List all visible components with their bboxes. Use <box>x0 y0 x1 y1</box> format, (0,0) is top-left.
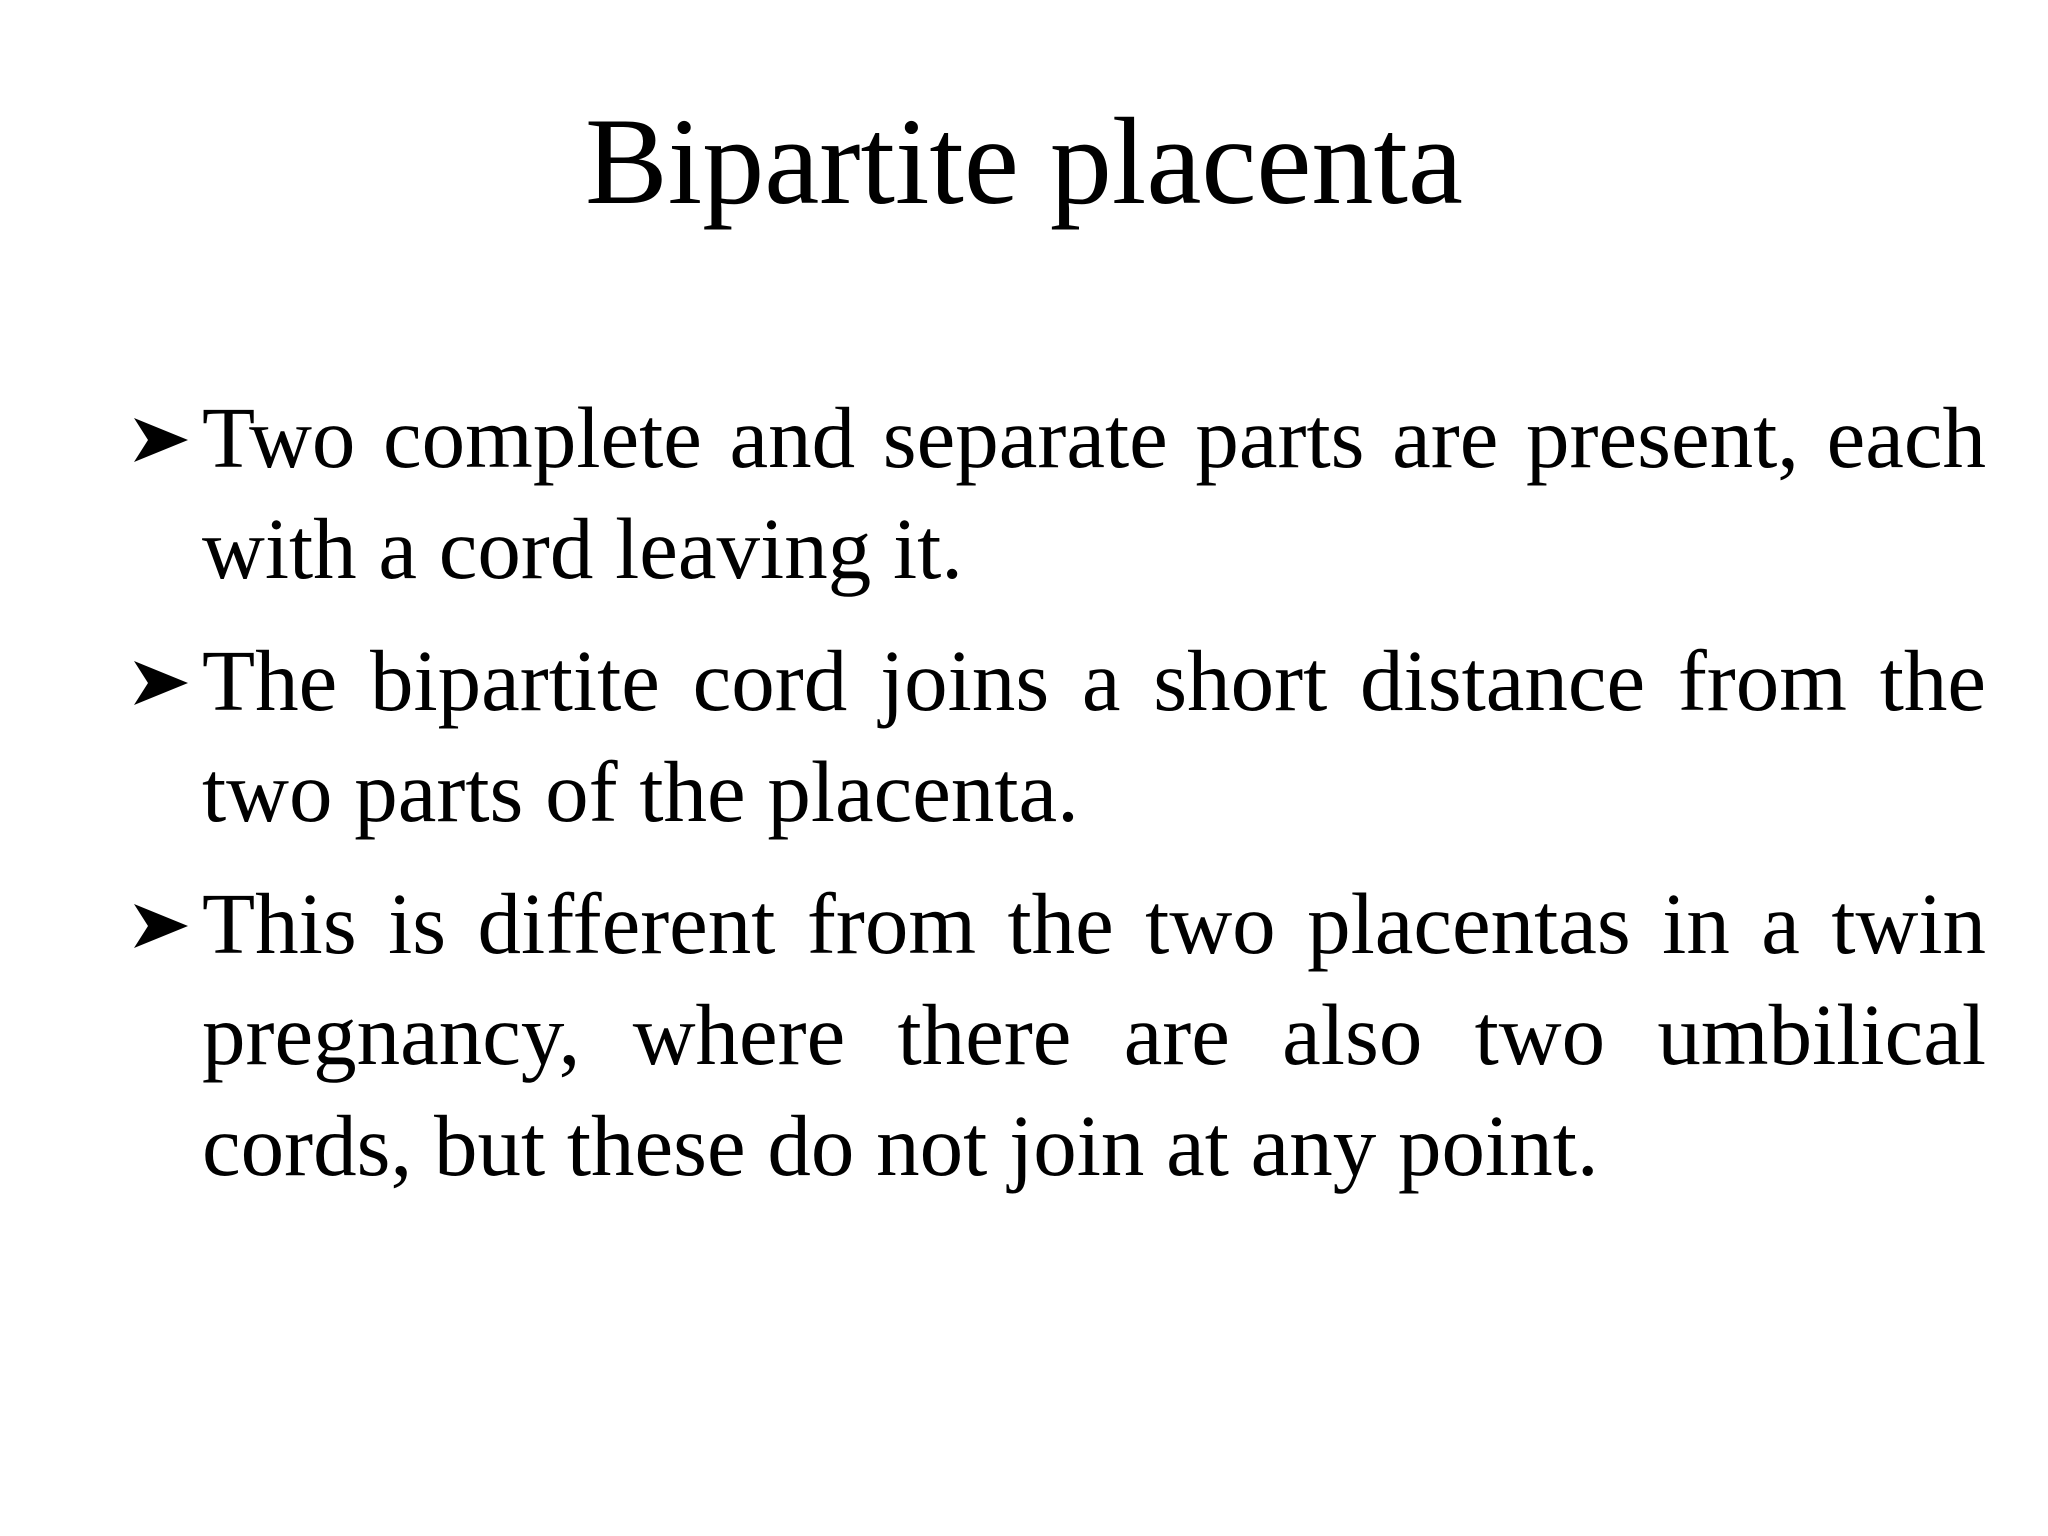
bullet-item-3 <box>130 868 1986 1201</box>
bullet-item-1 <box>130 382 1986 604</box>
bullet-list <box>130 382 1986 1222</box>
arrowhead-bullet-icon <box>130 414 192 466</box>
arrowhead-bullet-icon <box>130 900 192 952</box>
slide-title: Bipartite placenta <box>585 93 1463 230</box>
bullet-item-2 <box>130 625 1986 847</box>
bullet-text: The bipartite cord joins a short distance from the two parts of the placenta. <box>202 632 1986 840</box>
arrowhead-bullet-icon <box>130 657 192 709</box>
bullet-text: Two complete and separate parts are present, each with a cord leaving it. <box>202 389 1986 597</box>
bullet-text: This is different from the two placentas in a twin pregnancy, where there are also two umbilical cords, but these do not join at any point. <box>202 875 1986 1194</box>
